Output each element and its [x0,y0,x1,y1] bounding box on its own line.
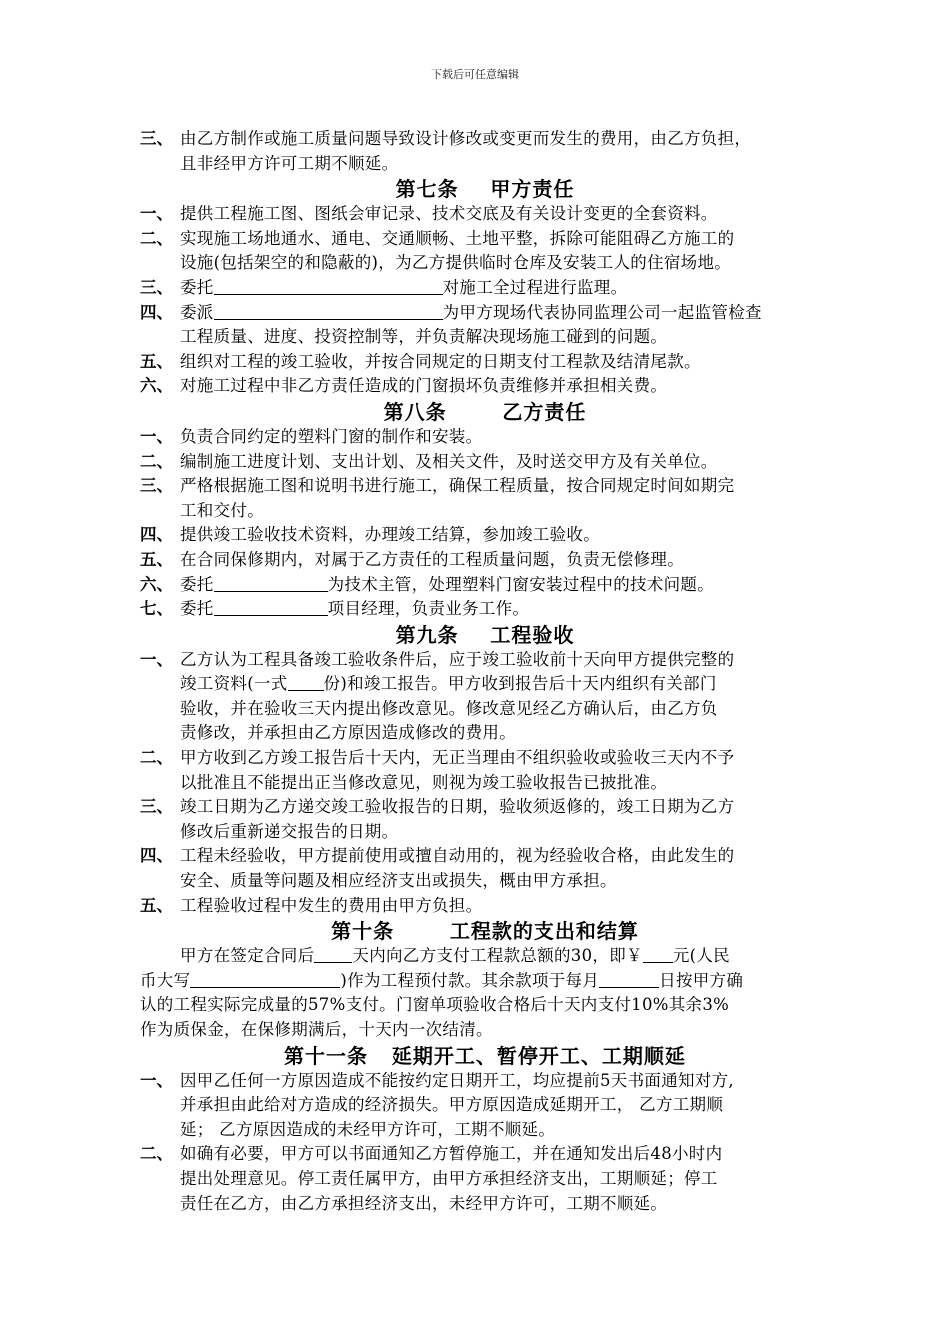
item-text: 工程验收过程中发生的费用由甲方负担。 [180,895,483,915]
clause-item [140,597,830,622]
fill-in-blank [599,973,659,988]
paragraph-line [140,969,830,994]
item-number: 三、 [140,797,173,817]
fill-in-blank [214,577,328,592]
item-number: 一、 [140,426,173,446]
item-text [180,597,830,622]
clause-item [140,202,830,227]
item-text: 由乙方制作或施工质量问题导致设计修改或变更而发生的费用，由乙方负担， [180,129,752,148]
item-text-part: 委托 [180,277,214,297]
item-number: 五、 [140,895,173,915]
item-number: 二、 [140,1144,173,1164]
item-number: 六、 [140,574,173,594]
clause-item [140,844,830,869]
paragraph-line: 作为质保金，在保修期满后，十天内一次结清。 [140,1020,493,1039]
article-11-title: 第十一条 延期开工、暂停开工、工期顺延 [284,1043,686,1068]
clause-item [140,127,830,152]
fill-in-blank [214,280,443,295]
item-text: 工程未经验收，甲方提前使用或擅自动用的，视为经验收合格，由此发生的 [180,846,735,866]
item-text: 因甲乙任何一方原因造成不能按约定日期开工，均应提前5天书面通知对方, [180,1070,734,1090]
article-8-title: 第八条 乙方责任 [383,399,587,424]
item-text-part: 为技术主管，处理塑料门窗安装过程中的技术问题。 [327,574,715,594]
item-number: 五、 [140,351,173,371]
paragraph-part: 天内向乙方支付工程款总额的30，即￥ [352,946,643,966]
item-text-continued: 且非经甲方许可工期不顺延。 [180,153,399,173]
item-text-part: 项目经理，负责业务工作。 [327,599,530,619]
item-text-part: 对施工全过程进行监理。 [442,277,628,297]
paragraph-part: 元(人民 [672,946,730,966]
item-text: 在合同保修期内，对属于乙方责任的工程质量问题，负责无偿修理。 [180,549,684,569]
fill-in-blank [214,601,328,616]
item-number: 二、 [140,748,173,768]
item-text-continued: 提出处理意见。停工责任属甲方，由甲方承担经济支出，工期顺延；停工 [180,1168,718,1188]
item-text-continued: 工和交付。 [180,500,264,520]
item-text: 实现施工场地通水、通电、交通顺畅、土地平整，拆除可能阻碍乙方施工的 [180,228,735,248]
item-text: 提供竣工验收技术资料，办理竣工结算，参加竣工验收。 [180,525,600,545]
clause-item [140,450,830,475]
item-text-continued: 责任在乙方，由乙方承担经济支出，未经甲方许可，工期不顺延。 [180,1193,668,1213]
paragraph-part: )作为工程预付款。其余款项于每月 [340,970,600,990]
clause-item [140,301,830,326]
item-text: 提供工程施工图、图纸会审记录、技术交底及有关设计变更的全套资料。 [180,204,718,224]
clause-item [140,1142,830,1167]
clause-item [140,894,830,919]
item-number: 二、 [140,451,173,471]
item-number: 一、 [140,649,173,669]
article-10-title: 第十条 工程款的支出和结算 [331,919,639,944]
item-text-continued: 修改后重新递交报告的日期。 [180,821,399,841]
item-text-part: 份)和竣工报告。甲方收到报告后十天内组织有关部门 [323,674,717,694]
clause-item [140,548,830,573]
item-text: 编制施工进度计划、支出计划、及相关文件，及时送交甲方及有关单位。 [180,451,718,471]
fill-in-blank [643,948,673,963]
item-text-continued: 验收，并在验收三天内提出修改意见。修改意见经乙方确认后，由乙方负 [180,698,718,718]
item-text: 甲方收到乙方竣工报告后十天内，无正当理由不组织验收或验收三天内不予 [180,748,735,768]
article-9-title: 第九条 工程验收 [395,622,575,647]
page-header: 下载后可任意编辑 [431,68,519,81]
item-text-continued: 并承担由此给对方造成的经济损失。甲方原因造成延期开工， 乙方工期顺 [180,1095,724,1115]
item-text-continued: 责修改，并承担由乙方原因造成修改的费用。 [180,723,516,743]
item-text: 对施工过程中非乙方责任造成的门窗损坏负责维修并承担相关费。 [180,376,668,396]
item-text: 严格根据施工图和说明书进行施工，确保工程质量，按合同规定时间如期完 [180,476,735,496]
item-text: 负责合同约定的塑料门窗的制作和安装。 [180,426,483,446]
fill-in-blank [314,948,352,963]
fill-in-blank [190,973,340,988]
clause-item [140,795,830,820]
clause-item [140,350,830,375]
clause-item [140,746,830,771]
item-text [180,301,830,326]
item-number: 四、 [140,846,173,866]
item-text-continued: 安全、质量等问题及相应经济支出或损失，概由甲方承担。 [180,871,617,891]
item-number: 四、 [140,302,173,322]
item-number: 三、 [140,277,173,297]
item-text-part: 委托 [180,599,214,619]
paragraph-line [140,944,830,969]
item-number: 七、 [140,599,173,619]
paragraph-part: 日按甲方确 [659,970,744,990]
item-text-continued: 工程质量、进度、投资控制等，并负责解决现场施工碰到的问题。 [180,327,668,347]
item-text-part: 委派 [180,302,214,322]
item-text-part: 委托 [180,574,214,594]
paragraph-line: 认的工程实际完成量的57%支付。门窗单项验收合格后十天内支付10%其余3% [140,995,730,1015]
clause-item [140,573,830,598]
fill-in-blank [214,305,443,320]
item-text [180,276,830,301]
paragraph-part: 甲方在签定合同后 [180,946,315,966]
clause-item [140,374,830,399]
item-text-part: 竣工资料(一式 [180,674,288,694]
clause-item [140,1069,830,1094]
item-text: 乙方认为工程具备竣工验收条件后，应于竣工验收前十天向甲方提供完整的 [180,649,735,669]
clause-item [140,276,830,301]
item-text-continued: 设施(包括架空的和隐蔽的)，为乙方提供临时仓库及安装工人的住宿场地。 [180,253,732,273]
item-number: 五、 [140,549,173,569]
item-text [180,573,830,598]
item-number: 三、 [140,129,173,148]
item-number: 二、 [140,228,173,248]
document-body [140,127,830,1216]
item-number: 四、 [140,525,173,545]
clause-item [140,425,830,450]
item-text: 组织对工程的竣工验收，并按合同规定的日期支付工程款及结清尾款。 [180,351,701,371]
item-number: 一、 [140,204,173,224]
item-number: 三、 [140,476,173,496]
clause-item [140,227,830,252]
item-number: 六、 [140,376,173,396]
item-text: 如确有必要，甲方可以书面通知乙方暂停施工，并在通知发出后48小时内 [180,1144,723,1164]
item-text: 竣工日期为乙方递交竣工验收报告的日期，验收须返修的，竣工日期为乙方 [180,797,735,817]
clause-item [140,523,830,548]
item-text-continued: 以批准且不能提出正当修改意见，则视为竣工验收报告已披批准。 [180,772,668,792]
clause-item [140,648,830,673]
item-text-continued [140,672,830,697]
article-7-title: 第七条 甲方责任 [395,177,575,202]
paragraph-part: 币大写 [140,970,191,990]
item-text-continued: 延； 乙方原因造成的未经甲方许可，工期不顺延。 [180,1119,556,1139]
clause-item [140,474,830,499]
item-number: 一、 [140,1070,173,1090]
fill-in-blank [288,676,324,691]
item-text-part: 为甲方现场代表协同监理公司一起监管检查 [442,302,762,322]
